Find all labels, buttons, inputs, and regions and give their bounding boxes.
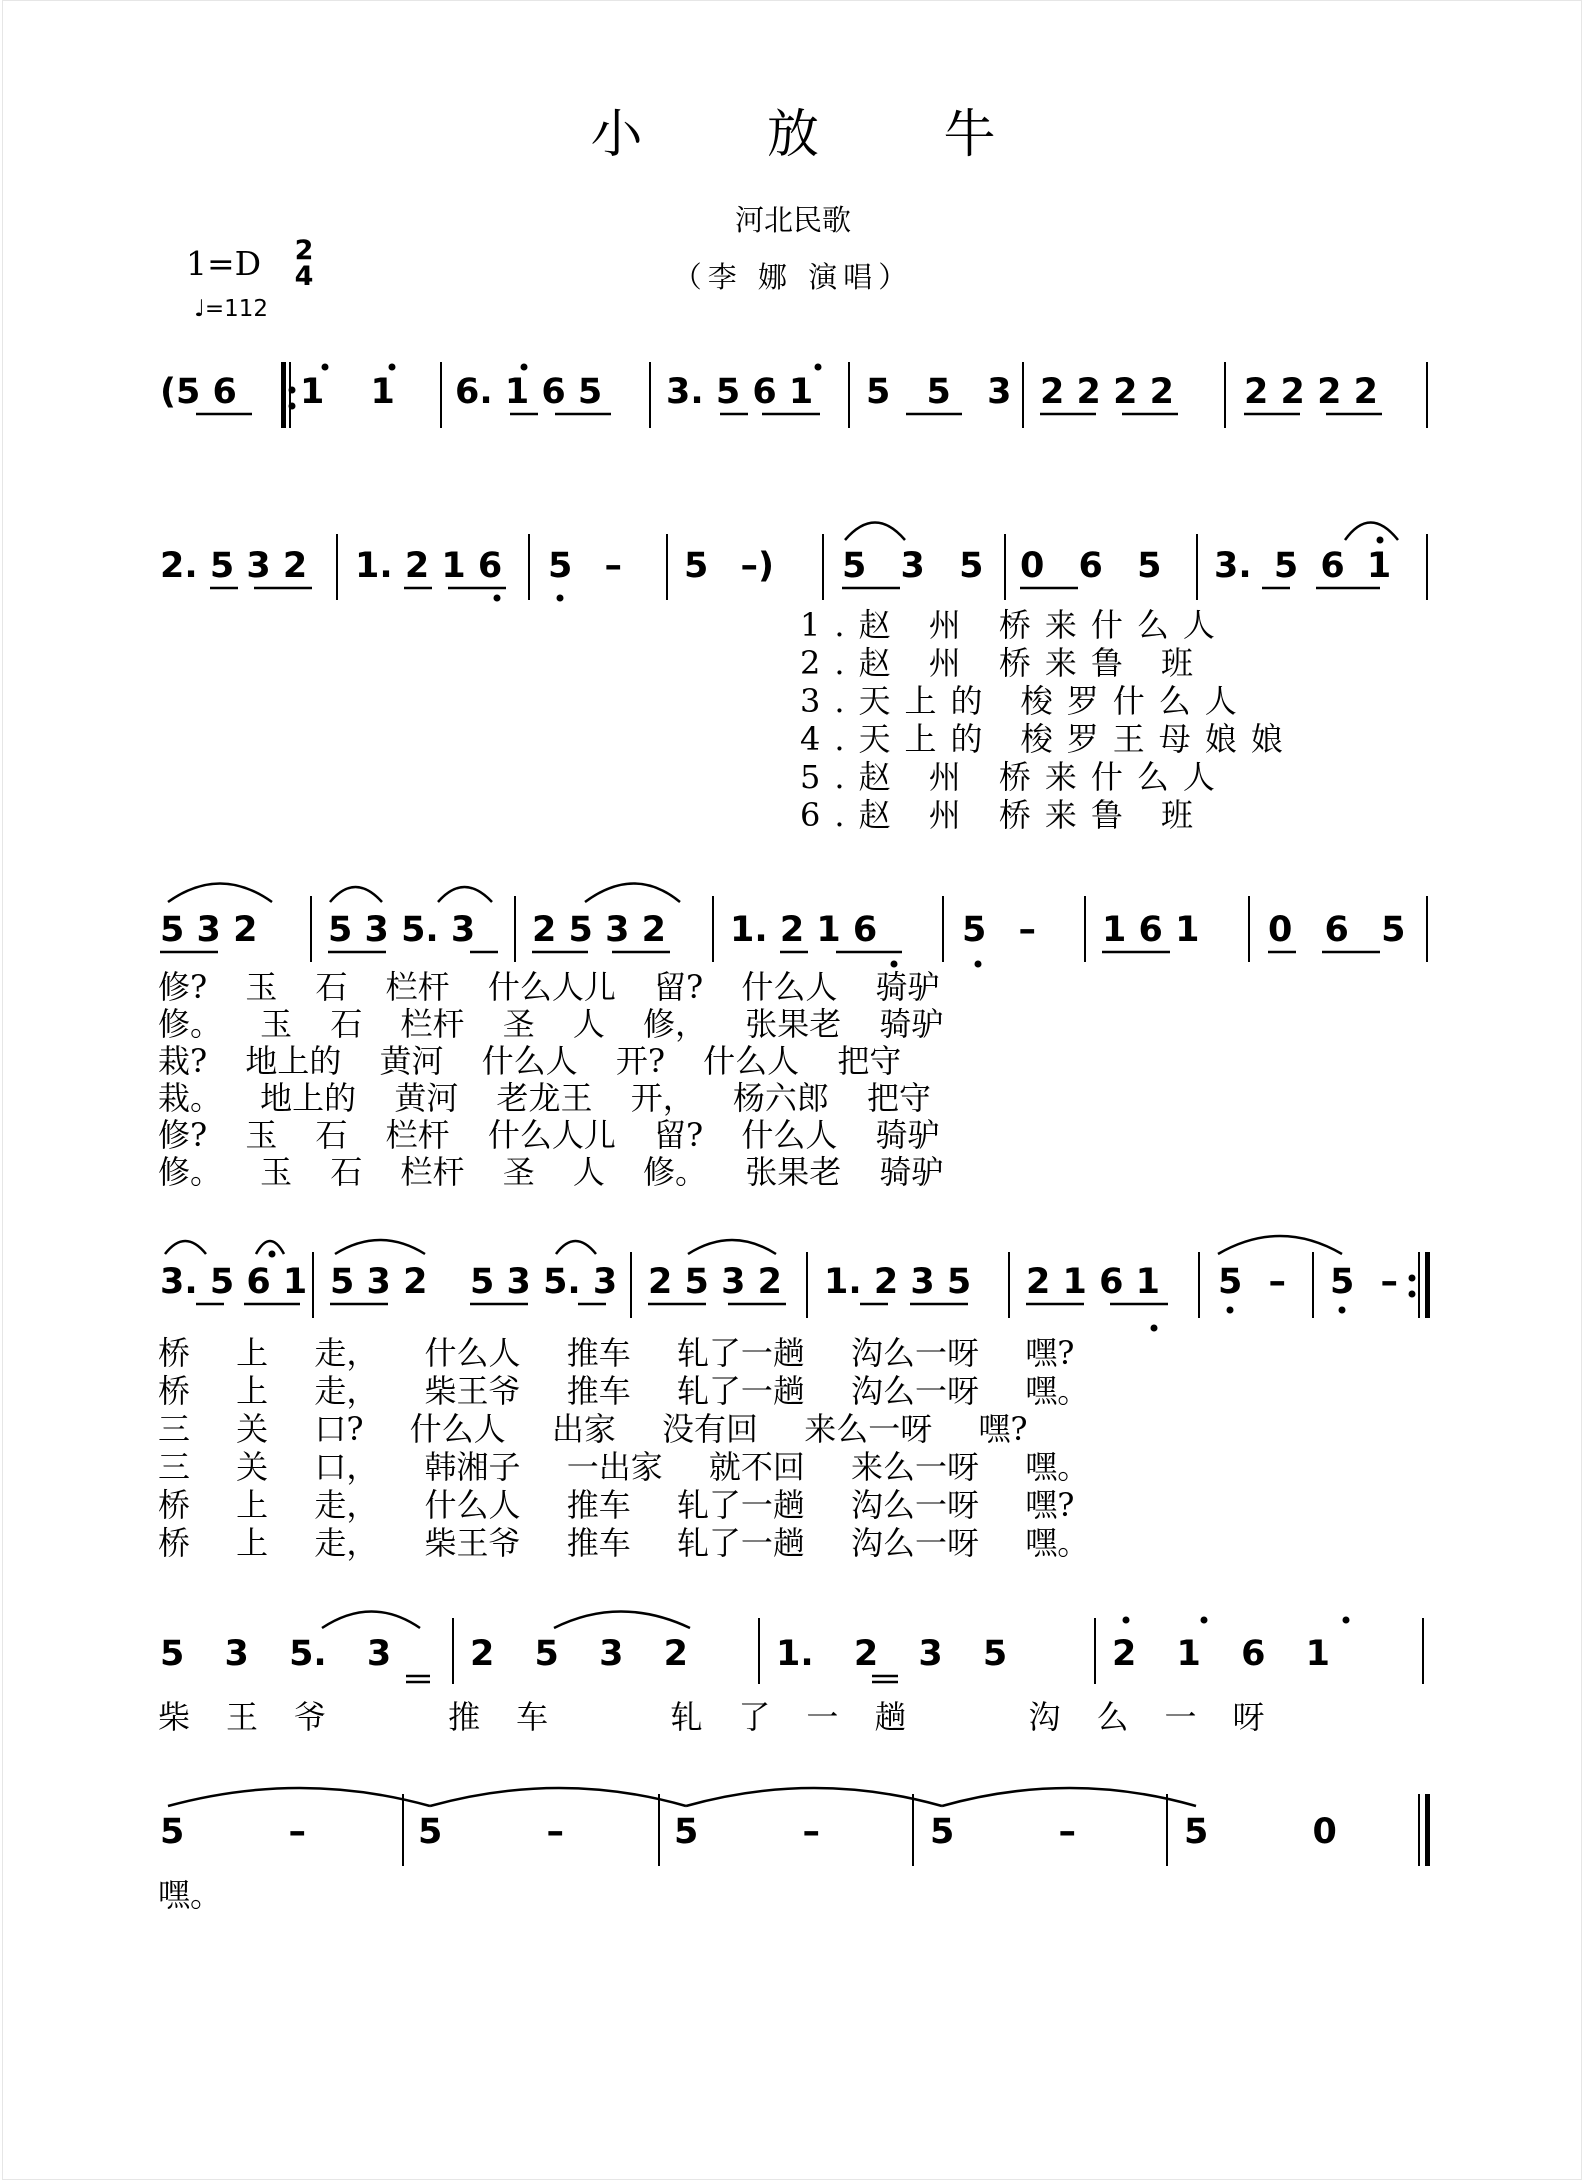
repeat-dot: [1409, 1275, 1416, 1282]
performer-credit: （李 娜 演唱）: [672, 260, 914, 294]
slur: [585, 884, 680, 903]
measure: 5 5 3: [866, 372, 1012, 412]
measure: 3. 5 6 1: [666, 372, 814, 412]
high-octave-dot: [269, 1251, 276, 1258]
measure: 5 –: [1330, 1262, 1399, 1302]
high-octave-dot: [1343, 1617, 1350, 1624]
lyric-line: 桥 上 走， 柴王爷 推车 轧了一趟 沟么一呀 嘿。: [158, 1372, 1090, 1410]
measure: 2 2 2 2: [1244, 372, 1378, 412]
high-octave-dot: [1201, 1617, 1208, 1624]
tempo-marking: ♩=112: [194, 296, 269, 322]
tie: [686, 1788, 942, 1806]
measure: 2 1 6 1: [1026, 1262, 1160, 1302]
time-signature-upper: 2: [294, 235, 314, 266]
slur: [335, 1240, 425, 1254]
lyric-line: 嘿。: [158, 1876, 223, 1914]
measure: 5 –: [962, 910, 1037, 950]
low-octave-dot: [557, 595, 564, 602]
tie: [942, 1788, 1196, 1806]
lyric-line: 三 关 口， 韩湘子 一出家 就不回 来么一呀 嘿。: [158, 1448, 1090, 1486]
slur: [1218, 1236, 1342, 1254]
lyric-line: 3.天上的 梭罗什么人: [800, 682, 1251, 720]
measure: 5 3 5. 3: [160, 1634, 392, 1674]
measure: 2 2 2 2: [1040, 372, 1174, 412]
repeat-dot: [1409, 1291, 1416, 1298]
slur: [168, 884, 272, 903]
lyric-line: 修。 玉 石 栏杆 圣 人 修。 张果老 骑驴: [158, 1153, 944, 1191]
lyric-line: 桥 上 走， 什么人 推车 轧了一趟 沟么一呀 嘿?: [158, 1334, 1075, 1372]
measure: 5 –: [674, 1812, 821, 1852]
lyric-line: 2.赵 州 桥来鲁 班: [800, 644, 1208, 682]
slur: [330, 887, 382, 902]
measure: 0 6 5: [1268, 910, 1406, 950]
low-octave-dot: [891, 961, 898, 968]
measure: 1 6 1: [1102, 910, 1200, 950]
high-octave-dot: [1123, 1617, 1130, 1624]
measure: 5 3 5: [842, 546, 984, 586]
slur: [556, 1241, 596, 1254]
tie: [430, 1788, 686, 1806]
measure: 5 –): [684, 546, 775, 586]
lyric-line: 6.赵 州 桥来鲁 班: [800, 796, 1208, 834]
time-signature-lower: 4: [294, 261, 314, 292]
low-octave-dot: [975, 961, 982, 968]
lyric-line: 栽。 地上的 黄河 老龙王 开， 杨六郎 把守: [158, 1079, 932, 1117]
key-signature: 1=D: [186, 244, 262, 283]
measure: 6. 1 6 5: [455, 372, 603, 412]
measure: 2. 5 3 2: [160, 546, 308, 586]
measure: 5 0: [1184, 1812, 1337, 1852]
repeat-dot: [289, 387, 296, 394]
measure: 3. 5 6 1: [1214, 546, 1392, 586]
measure: 1. 2 3 5: [776, 1634, 1008, 1674]
low-octave-dot: [494, 595, 501, 602]
lyric-line: 5.赵 州 桥来什么人: [800, 758, 1229, 796]
measure: 5 3 2: [160, 910, 258, 950]
measure: 5 –: [160, 1812, 307, 1852]
song-title: 小 放 牛: [590, 105, 1050, 165]
slurs: [165, 523, 1398, 1807]
lyric-line: 柴王爷 推车 轧了一趟 沟么一呀: [158, 1698, 1301, 1736]
slur: [438, 887, 492, 902]
lyric-line: 1.赵 州 桥来什么人: [800, 606, 1229, 644]
measure: 5 3 2: [330, 1262, 428, 1302]
measure: 5 3 5. 3: [470, 1262, 618, 1302]
lyric-line: 4.天上的 梭罗王母娘娘: [800, 720, 1297, 758]
repeat-dot: [289, 403, 296, 410]
lyric-line: 栽? 地上的 黄河 什么人 开? 什么人 把守: [158, 1042, 902, 1080]
high-octave-dot: [815, 364, 822, 371]
measure: 5 –: [418, 1812, 565, 1852]
measure: 2 5 3 2: [470, 1634, 688, 1674]
low-octave-dot: [1151, 1325, 1158, 1332]
measure: 5 –: [548, 546, 623, 586]
lyric-line: 修? 玉 石 栏杆 什么人儿 留? 什么人 骑驴: [158, 1116, 940, 1154]
slur: [165, 1241, 206, 1254]
tie: [168, 1788, 430, 1806]
measure: (5 6: [160, 372, 237, 412]
measure: 5 3 5. 3: [328, 910, 476, 950]
lyric-line: 三 关 口? 什么人 出家 没有回 来么一呀 嘿?: [158, 1410, 1028, 1448]
measure: 1. 2 3 5: [824, 1262, 972, 1302]
slur: [845, 523, 905, 541]
measure: 1. 2 1 6: [730, 910, 878, 950]
octave-dots: [269, 364, 1416, 1624]
slur: [1345, 523, 1398, 541]
measure: 3. 5 6 1: [160, 1262, 308, 1302]
slur: [554, 1612, 690, 1629]
measure: 1 1: [300, 372, 395, 412]
measure: 5 –: [1218, 1262, 1287, 1302]
song-origin: 河北民歌: [734, 203, 851, 237]
low-octave-dot: [1227, 1307, 1234, 1314]
lyric-line: 修? 玉 石 栏杆 什么人儿 留? 什么人 骑驴: [158, 968, 940, 1006]
high-octave-dot: [521, 364, 528, 371]
lyric-line: 桥 上 走， 什么人 推车 轧了一趟 沟么一呀 嘿?: [158, 1486, 1075, 1524]
measure: 2 5 3 2: [532, 910, 666, 950]
slur: [688, 1240, 776, 1254]
lyric-line: 桥 上 走， 柴王爷 推车 轧了一趟 沟么一呀 嘿。: [158, 1524, 1090, 1562]
high-octave-dot: [389, 364, 396, 371]
measure: 5 –: [930, 1812, 1077, 1852]
lyric-line: 修。 玉 石 栏杆 圣 人 修， 张果老 骑驴: [158, 1005, 944, 1043]
low-octave-dot: [1339, 1307, 1346, 1314]
measure: 0 6 5: [1020, 546, 1162, 586]
measure: 2 1 6 1: [1112, 1634, 1330, 1674]
measure: 1. 2 1 6: [355, 546, 503, 586]
high-octave-dot: [1377, 537, 1384, 544]
slur: [322, 1612, 420, 1629]
high-octave-dot: [322, 364, 329, 371]
measure: 2 5 3 2: [648, 1262, 782, 1302]
underlines: [160, 414, 1382, 1682]
